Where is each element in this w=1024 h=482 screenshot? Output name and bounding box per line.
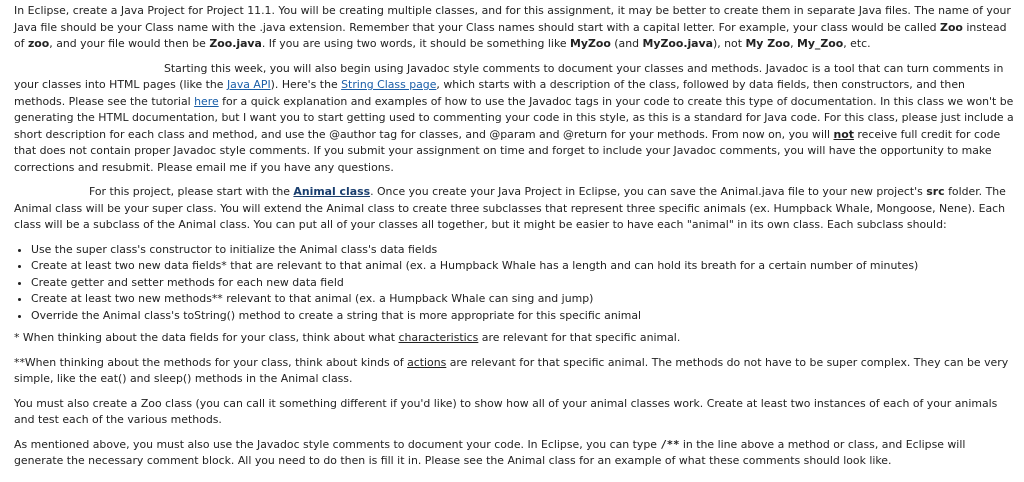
java-api-link[interactable]: Java API [226, 78, 271, 91]
class-name-example: Zoo [940, 20, 963, 34]
text: receive full credit for code that does not contain proper Javadoc style comments. If you submit your assignment on time and forget to include your Javadoc comments, you will have the opportunity to make corrections and resubmit. Please email me if you have any questions. [14, 127, 1001, 174]
javadoc-paragraph [14, 61, 1018, 177]
string-class-link[interactable]: String Class page [341, 78, 437, 91]
text: are relevant for that specific animal. The methods do not have to be super complex. They can be very simple, like the eat() and sleep() methods in the Animal class. [14, 355, 1009, 385]
list-item: • Create getter and setter methods for each new data field [31, 275, 1018, 292]
methods-note [14, 355, 1018, 388]
emphasis-not: not [833, 127, 854, 141]
text: instead of [14, 20, 1007, 50]
text: , [790, 37, 797, 50]
list-item: • Create at least two new data fields* that are relevant to that animal (ex. a Humpback Whale has a length and can hold its breath for a certain number of minutes) [31, 258, 1018, 275]
text: * When thinking about the data fields for your class, think about what [14, 331, 399, 344]
animal-class-link[interactable]: Animal class [293, 185, 371, 198]
list-item: • Use the super class's constructor to initialize the Animal class's data fields [31, 242, 1018, 259]
subclass-requirements-list [14, 242, 1018, 325]
src-folder: src [926, 185, 945, 198]
file-name-example: Zoo.java [209, 37, 262, 50]
text: in the line above a method or class, and Eclipse will generate the necessary comment block. All you need to do then is fill it in. Please see the Animal class for an example of what these comments should look like. [14, 437, 966, 467]
tutorial-here-link[interactable]: here [194, 94, 219, 108]
bad-example-underscore: My_Zoo [797, 37, 844, 50]
javadoc-eclipse-paragraph [14, 437, 1018, 470]
text: (and [610, 37, 643, 50]
data-fields-note [14, 330, 1018, 347]
class-name-bad-example: zoo [27, 37, 50, 50]
text: Starting this week, you will also begin using Javadoc style comments to document your classes and methods. Javadoc is a tool that can turn comments in your classes into HTML pages (like the [14, 61, 1004, 91]
intro-paragraph [14, 3, 1018, 53]
text: are relevant for that specific animal. [478, 331, 681, 344]
text: for a quick explanation and examples of how to use the Javadoc tags in your code to create this type of documentation. In this class we won't be generating the HTML documentation, but I want you to start getting used to commenting your code in this style, as this is a standard for Java code. For this class, please just include a short description for each class and method, and use the @author tag for classes, and @param and @return for your methods. From now on, you will [14, 94, 1014, 141]
actions-term: actions [407, 355, 447, 369]
text: **When thinking about the methods for your class, think about kinds of [14, 355, 408, 369]
javadoc-start-code: /** [660, 438, 680, 451]
text: . Once you create your Java Project in Eclipse, you can save the Animal.java file to your new project's [370, 185, 927, 198]
two-word-class-example: MyZoo [570, 37, 611, 50]
zoo-class-paragraph: You must also create a Zoo class (you can call it something different if you'd like) to show how all of your animal classes work. Create at least two instances of each of your animals and test each of the various methods. [14, 396, 998, 426]
two-word-file-example: MyZoo.java [642, 37, 713, 50]
text: For this project, please start with the [89, 185, 294, 198]
text: . If you are using two words, it should be something like [261, 37, 571, 50]
bad-example-space: My Zoo [745, 37, 791, 50]
text: , which starts with a description of the class, followed by data fields, then constructors, and then methods. Please see the tutorial [14, 78, 965, 108]
text: ), not [712, 37, 746, 50]
text: , etc. [843, 37, 871, 50]
list-item: • Override the Animal class's toString() method to create a string that is more appropriate for this specific animal [31, 308, 1018, 325]
text: folder. The Animal class will be your super class. You will extend the Animal class to create three subclasses that represent three specific animals (ex. Humpback Whale, Mongoose, Nene). Each class will be a subclass of the Animal class. You can put all of your classes all together, but it might be easier to have each "animal" in its own class. Each subclass should: [14, 185, 1006, 231]
text: , and your file would then be [49, 37, 210, 50]
text: As mentioned above, you must also use the Javadoc style comments to document your code. In Eclipse, you can type [14, 437, 661, 451]
characteristics-term: characteristics [398, 331, 479, 344]
animal-project-paragraph [14, 184, 1018, 234]
text: In Eclipse, create a Java Project for Project 11.1. You will be creating multiple classes, and for this assignment, it may be better to create them in separate Java files. The name of your Java file should be your Class name with the .java extension. Remember that your Class names should start with a capital letter. For example, your class would be called [14, 4, 1011, 34]
list-item: • Create at least two new methods** relevant to that animal (ex. a Humpback Whale can sing and jump) [31, 291, 1018, 308]
text: ). Here's the [270, 78, 342, 91]
